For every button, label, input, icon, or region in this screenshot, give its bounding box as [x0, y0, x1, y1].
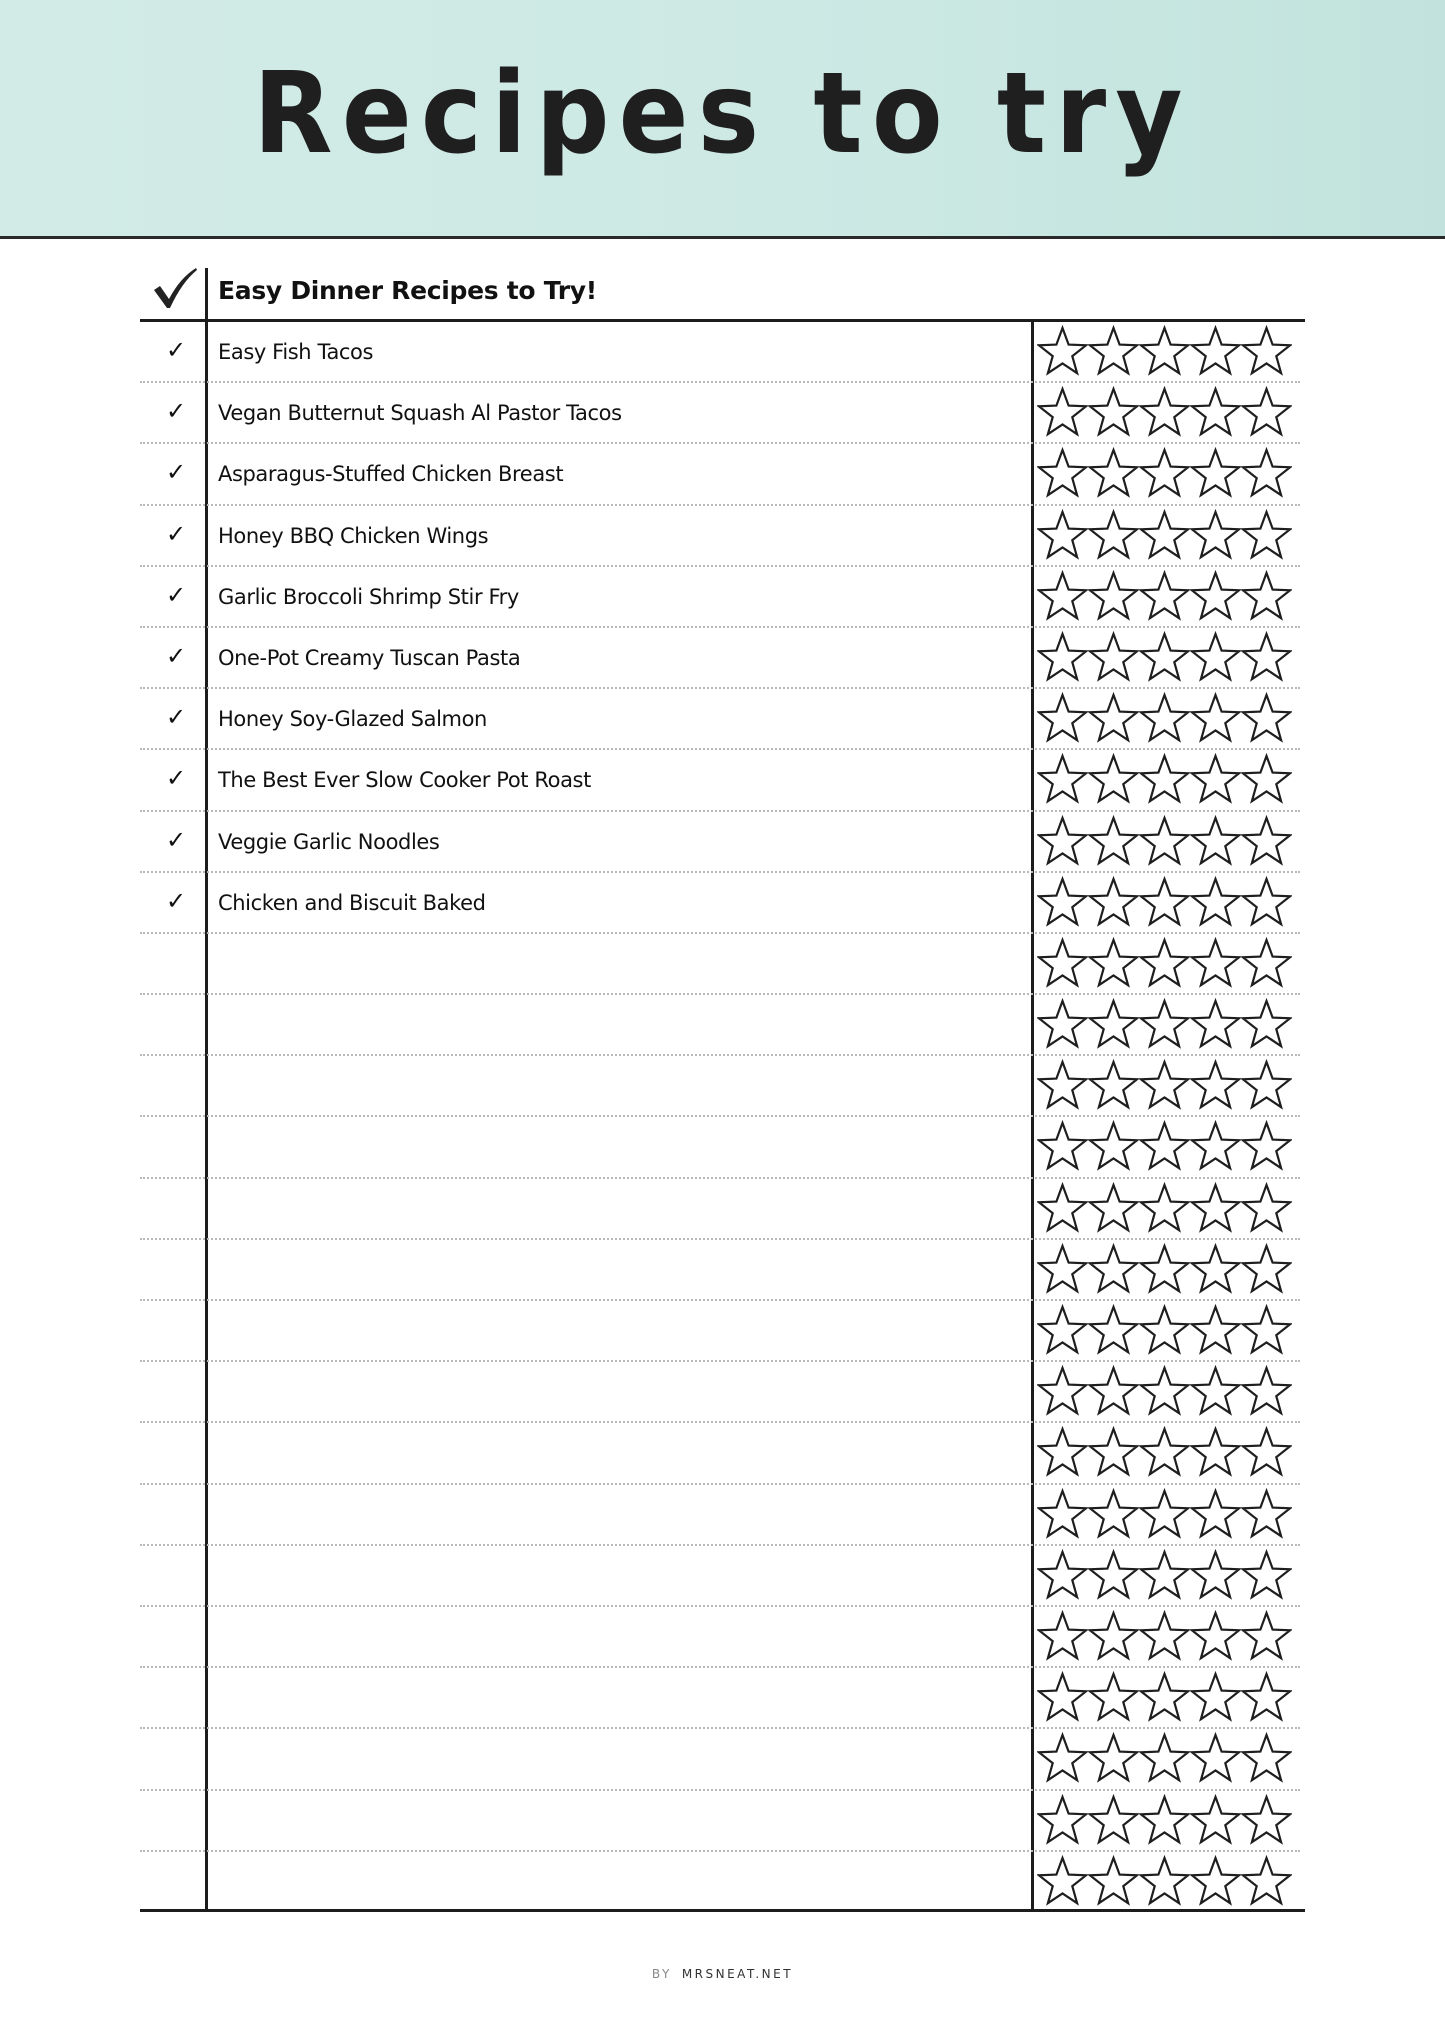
row-checkbox[interactable]: ✓: [166, 764, 187, 793]
star-icon[interactable]: [1088, 1549, 1139, 1605]
page-title: Recipes to try: [253, 49, 1192, 179]
table-row: [140, 628, 1305, 689]
table-rows: [140, 322, 1305, 1913]
table-row: [140, 1301, 1305, 1362]
star-icon[interactable]: [1037, 937, 1088, 993]
star-icon[interactable]: [1088, 1855, 1139, 1911]
star-icon[interactable]: [1241, 1794, 1292, 1850]
star-icon[interactable]: [1037, 998, 1088, 1054]
star-rating: [1037, 1426, 1292, 1482]
star-icon[interactable]: [1037, 815, 1088, 871]
row-checkbox[interactable]: ✓: [166, 580, 187, 609]
star-icon[interactable]: [1190, 1243, 1241, 1299]
table-row: [140, 567, 1305, 628]
star-icon[interactable]: [1139, 631, 1190, 687]
star-icon[interactable]: [1088, 1610, 1139, 1666]
star-icon[interactable]: [1190, 447, 1241, 503]
star-icon[interactable]: [1139, 1182, 1190, 1238]
recipe-name[interactable]: Veggie Garlic Noodles: [218, 829, 440, 854]
star-icon[interactable]: [1088, 1732, 1139, 1788]
star-icon[interactable]: [1088, 570, 1139, 626]
star-rating: [1037, 692, 1292, 748]
star-rating: [1037, 1243, 1292, 1299]
star-icon[interactable]: [1190, 1794, 1241, 1850]
star-icon[interactable]: [1190, 1855, 1241, 1911]
table-title: Easy Dinner Recipes to Try!: [218, 276, 597, 305]
star-icon[interactable]: [1088, 1671, 1139, 1727]
star-rating: [1037, 876, 1292, 932]
star-icon[interactable]: [1241, 325, 1292, 381]
star-icon[interactable]: [1088, 1488, 1139, 1544]
table-row: [140, 1852, 1305, 1913]
table-row: [140, 1546, 1305, 1607]
star-icon[interactable]: [1190, 386, 1241, 442]
star-icon[interactable]: [1241, 1304, 1292, 1360]
checkmark-icon: [150, 266, 200, 312]
table-row: [140, 322, 1305, 383]
star-icon[interactable]: [1190, 1426, 1241, 1482]
footer-credit: [0, 1967, 1445, 1981]
star-rating: [1037, 1488, 1292, 1544]
star-icon[interactable]: [1037, 1243, 1088, 1299]
table-row: [140, 1423, 1305, 1484]
star-icon[interactable]: [1241, 1549, 1292, 1605]
star-icon[interactable]: [1037, 570, 1088, 626]
recipe-table: [140, 262, 1305, 1912]
star-rating: [1037, 447, 1292, 503]
recipe-name[interactable]: Asparagus-Stuffed Chicken Breast: [218, 462, 564, 487]
star-icon[interactable]: [1037, 509, 1088, 565]
star-icon[interactable]: [1139, 570, 1190, 626]
star-icon[interactable]: [1037, 1304, 1088, 1360]
star-icon[interactable]: [1139, 1365, 1190, 1421]
star-icon[interactable]: [1139, 1671, 1190, 1727]
table-row: [140, 1485, 1305, 1546]
star-icon[interactable]: [1190, 1304, 1241, 1360]
star-icon[interactable]: [1241, 1610, 1292, 1666]
star-icon[interactable]: [1241, 1365, 1292, 1421]
row-checkbox[interactable]: ✓: [166, 886, 187, 915]
table-bottom-border: [140, 1909, 1305, 1912]
star-icon[interactable]: [1037, 1732, 1088, 1788]
star-rating: [1037, 1182, 1292, 1238]
star-icon[interactable]: [1241, 753, 1292, 809]
star-icon[interactable]: [1088, 1059, 1139, 1115]
table-row: [140, 812, 1305, 873]
star-icon[interactable]: [1241, 1182, 1292, 1238]
table-row: [140, 383, 1305, 444]
star-icon[interactable]: [1190, 509, 1241, 565]
recipe-name[interactable]: Easy Fish Tacos: [218, 340, 374, 364]
star-rating: [1037, 937, 1292, 993]
star-icon[interactable]: [1037, 1488, 1088, 1544]
footer-site: MRSNEAT.NET: [681, 1967, 794, 1981]
table-row: [140, 1668, 1305, 1729]
star-icon[interactable]: [1088, 753, 1139, 809]
star-rating: [1037, 325, 1292, 381]
recipe-name[interactable]: Vegan Butternut Squash Al Pastor Tacos: [218, 401, 622, 426]
recipe-name[interactable]: Honey Soy-Glazed Salmon: [218, 707, 487, 732]
star-icon[interactable]: [1139, 447, 1190, 503]
star-icon[interactable]: [1190, 1732, 1241, 1788]
table-row: [140, 506, 1305, 567]
star-icon[interactable]: [1190, 1610, 1241, 1666]
star-icon[interactable]: [1088, 1426, 1139, 1482]
star-icon[interactable]: [1139, 1488, 1190, 1544]
table-row: [140, 873, 1305, 934]
star-rating: [1037, 1365, 1292, 1421]
star-rating: [1037, 1304, 1292, 1360]
recipe-name[interactable]: Chicken and Biscuit Baked: [218, 890, 486, 915]
star-icon[interactable]: [1241, 1671, 1292, 1727]
star-icon[interactable]: [1088, 1182, 1139, 1238]
recipe-name[interactable]: The Best Ever Slow Cooker Pot Roast: [218, 768, 591, 793]
star-icon[interactable]: [1037, 753, 1088, 809]
table-row: [140, 1240, 1305, 1301]
star-icon[interactable]: [1190, 570, 1241, 626]
row-checkbox[interactable]: ✓: [166, 397, 187, 426]
star-icon[interactable]: [1139, 753, 1190, 809]
row-checkbox[interactable]: ✓: [166, 519, 187, 548]
star-icon[interactable]: [1088, 937, 1139, 993]
star-rating: [1037, 509, 1292, 565]
star-rating: [1037, 570, 1292, 626]
star-icon[interactable]: [1241, 631, 1292, 687]
row-checkbox[interactable]: ✓: [166, 703, 187, 732]
table-row: [140, 1179, 1305, 1240]
recipe-name[interactable]: Garlic Broccoli Shrimp Stir Fry: [218, 584, 519, 609]
star-icon[interactable]: [1190, 1182, 1241, 1238]
star-icon[interactable]: [1088, 509, 1139, 565]
star-icon[interactable]: [1241, 1243, 1292, 1299]
star-icon[interactable]: [1037, 1671, 1088, 1727]
star-icon[interactable]: [1037, 325, 1088, 381]
star-icon[interactable]: [1241, 876, 1292, 932]
star-icon[interactable]: [1241, 1426, 1292, 1482]
star-icon[interactable]: [1190, 1365, 1241, 1421]
star-rating: [1037, 1671, 1292, 1727]
star-icon[interactable]: [1190, 815, 1241, 871]
table-row: [140, 1117, 1305, 1178]
star-icon[interactable]: [1190, 753, 1241, 809]
star-rating: [1037, 1549, 1292, 1605]
star-rating: [1037, 386, 1292, 442]
star-icon[interactable]: [1190, 937, 1241, 993]
star-icon[interactable]: [1139, 325, 1190, 381]
star-rating: [1037, 1610, 1292, 1666]
star-icon[interactable]: [1241, 1059, 1292, 1115]
table-row: [140, 750, 1305, 811]
star-icon[interactable]: [1241, 1732, 1292, 1788]
row-checkbox[interactable]: ✓: [166, 458, 187, 487]
star-icon[interactable]: [1088, 1304, 1139, 1360]
star-icon[interactable]: [1037, 1426, 1088, 1482]
star-icon[interactable]: [1037, 1120, 1088, 1176]
star-icon[interactable]: [1037, 1794, 1088, 1850]
star-icon[interactable]: [1241, 815, 1292, 871]
star-icon[interactable]: [1139, 876, 1190, 932]
star-icon[interactable]: [1139, 509, 1190, 565]
star-rating: [1037, 815, 1292, 871]
star-icon[interactable]: [1139, 1059, 1190, 1115]
star-icon[interactable]: [1139, 1120, 1190, 1176]
star-icon[interactable]: [1037, 1059, 1088, 1115]
star-icon[interactable]: [1088, 325, 1139, 381]
star-icon[interactable]: [1088, 692, 1139, 748]
star-icon[interactable]: [1190, 1059, 1241, 1115]
star-rating: [1037, 1794, 1292, 1850]
star-icon[interactable]: [1139, 1794, 1190, 1850]
star-icon[interactable]: [1241, 1855, 1292, 1911]
star-rating: [1037, 1732, 1292, 1788]
star-icon[interactable]: [1037, 386, 1088, 442]
star-icon[interactable]: [1088, 447, 1139, 503]
star-icon[interactable]: [1139, 937, 1190, 993]
star-icon[interactable]: [1241, 937, 1292, 993]
star-icon[interactable]: [1088, 876, 1139, 932]
star-icon[interactable]: [1037, 1549, 1088, 1605]
star-icon[interactable]: [1037, 1365, 1088, 1421]
star-icon[interactable]: [1088, 1794, 1139, 1850]
star-icon[interactable]: [1241, 1488, 1292, 1544]
star-icon[interactable]: [1139, 1304, 1190, 1360]
star-rating: [1037, 1855, 1292, 1911]
star-icon[interactable]: [1241, 386, 1292, 442]
row-checkbox[interactable]: ✓: [166, 641, 187, 670]
star-icon[interactable]: [1139, 692, 1190, 748]
star-icon[interactable]: [1241, 692, 1292, 748]
table-row: [140, 1362, 1305, 1423]
star-rating: [1037, 1059, 1292, 1115]
star-icon[interactable]: [1241, 1120, 1292, 1176]
row-checkbox[interactable]: ✓: [166, 825, 187, 854]
table-row: [140, 1729, 1305, 1790]
star-icon[interactable]: [1190, 631, 1241, 687]
star-icon[interactable]: [1139, 1855, 1190, 1911]
star-icon[interactable]: [1037, 692, 1088, 748]
star-icon[interactable]: [1190, 1488, 1241, 1544]
table-row: [140, 689, 1305, 750]
star-icon[interactable]: [1088, 386, 1139, 442]
star-icon[interactable]: [1139, 1732, 1190, 1788]
table-row: [140, 1791, 1305, 1852]
recipe-name[interactable]: One-Pot Creamy Tuscan Pasta: [218, 645, 521, 670]
star-icon[interactable]: [1190, 998, 1241, 1054]
star-icon[interactable]: [1241, 509, 1292, 565]
star-icon[interactable]: [1190, 1120, 1241, 1176]
star-icon[interactable]: [1190, 1671, 1241, 1727]
star-icon[interactable]: [1139, 998, 1190, 1054]
star-icon[interactable]: [1037, 447, 1088, 503]
star-rating: [1037, 753, 1292, 809]
table-row: [140, 444, 1305, 505]
star-icon[interactable]: [1037, 1610, 1088, 1666]
star-icon[interactable]: [1088, 815, 1139, 871]
star-icon[interactable]: [1190, 692, 1241, 748]
star-icon[interactable]: [1139, 1549, 1190, 1605]
star-icon[interactable]: [1037, 631, 1088, 687]
star-icon[interactable]: [1139, 1610, 1190, 1666]
star-icon[interactable]: [1190, 1549, 1241, 1605]
star-rating: [1037, 1120, 1292, 1176]
star-rating: [1037, 631, 1292, 687]
star-icon[interactable]: [1241, 998, 1292, 1054]
star-icon[interactable]: [1088, 1243, 1139, 1299]
star-icon[interactable]: [1088, 998, 1139, 1054]
star-rating: [1037, 998, 1292, 1054]
footer-by: BY: [651, 1967, 672, 1981]
star-icon[interactable]: [1190, 876, 1241, 932]
recipe-name[interactable]: Honey BBQ Chicken Wings: [218, 523, 489, 548]
table-header-row: [140, 262, 1305, 322]
star-icon[interactable]: [1139, 386, 1190, 442]
row-checkbox[interactable]: ✓: [166, 336, 187, 364]
table-row: [140, 995, 1305, 1056]
table-row: [140, 934, 1305, 995]
star-icon[interactable]: [1037, 1182, 1088, 1238]
star-icon[interactable]: [1139, 1426, 1190, 1482]
star-icon[interactable]: [1088, 1365, 1139, 1421]
star-icon[interactable]: [1088, 1120, 1139, 1176]
star-icon[interactable]: [1037, 876, 1088, 932]
star-icon[interactable]: [1241, 570, 1292, 626]
table-row: [140, 1607, 1305, 1668]
star-icon[interactable]: [1139, 815, 1190, 871]
header-banner: [0, 0, 1445, 239]
star-icon[interactable]: [1241, 447, 1292, 503]
star-icon[interactable]: [1139, 1243, 1190, 1299]
star-icon[interactable]: [1088, 631, 1139, 687]
star-icon[interactable]: [1190, 325, 1241, 381]
star-icon[interactable]: [1037, 1855, 1088, 1911]
table-row: [140, 1056, 1305, 1117]
